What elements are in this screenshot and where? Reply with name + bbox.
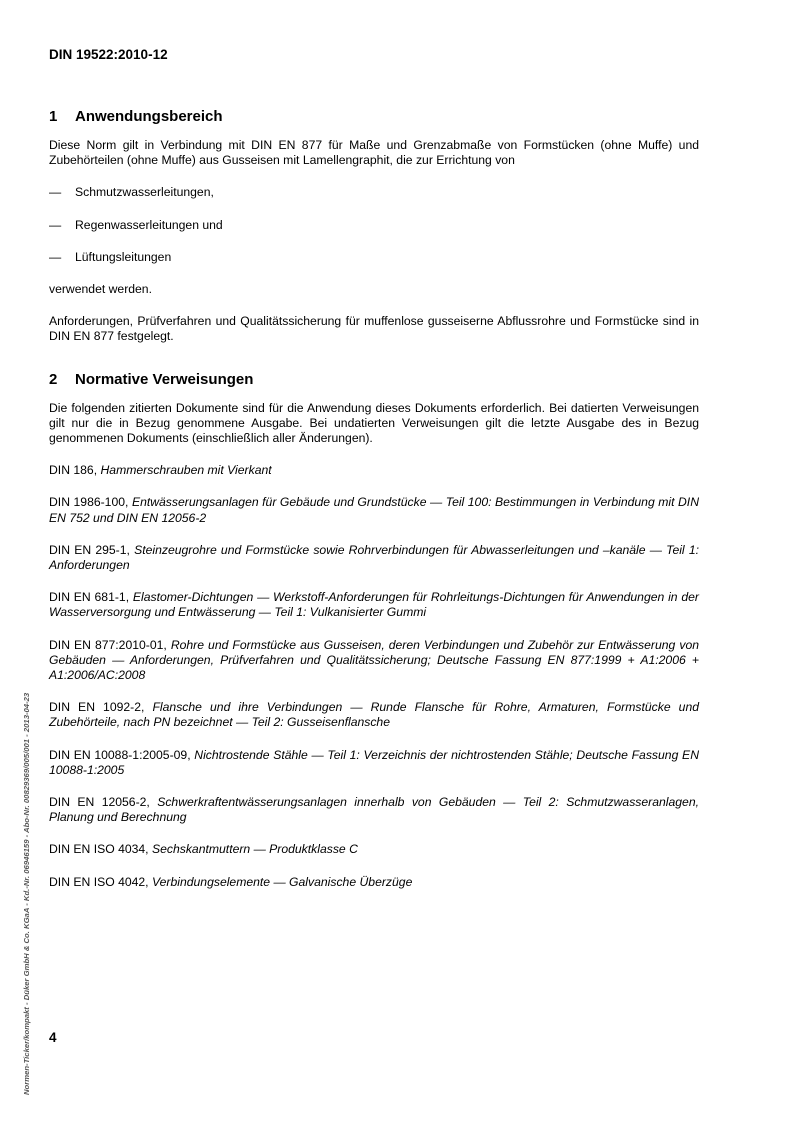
reference-code: DIN EN 1092-2, [49, 700, 145, 715]
reference-code: DIN EN 877:2010-01, [49, 637, 167, 652]
reference-title: Verbindungselemente — Galvanische Überzüge [151, 874, 413, 889]
reference-item [49, 875, 699, 890]
side-license-note: Normen-Ticker/kompakt - Düker GmbH & Co. KGaA - Kd.-Nr. 06946159 - Abo-Nr. 00829369/005/001 - 2013-04-23 [22, 692, 31, 1095]
reference-title: Schwerkraftentwässerungsanlagen innerhalb von Gebäuden — Teil 2: Schmutzwasseranlagen, Planung und Berechnung [49, 795, 699, 825]
reference-title: Sechskantmuttern — Produktklasse C [151, 842, 358, 857]
reference-item [49, 463, 699, 478]
section-2-number: 2 [49, 370, 58, 388]
section-2-intro: Die folgenden zitierten Dokumente sind für die Anwendung dieses Dokuments erforderlich. Bei datierten Verweisungen gilt nur die in Bezug genommene Ausgabe. Bei undatierten Verweisungen gilt die letzte Ausgabe des in Bezug genommenen Dokuments (einschließlich aller Änderungen). [49, 400, 699, 446]
content [49, 108, 699, 890]
reference-code: DIN EN ISO 4042, [49, 874, 149, 889]
section-1-number: 1 [49, 108, 58, 125]
reference-item [49, 590, 699, 620]
reference-code: DIN 1986-100, [49, 495, 129, 510]
reference-item [49, 495, 699, 525]
section-1-intro: Diese Norm gilt in Verbindung mit DIN EN 877 für Maße und Grenzabmaße von Formstücken (ohne Muffe) und Zubehörteilen (ohne Muffe) aus Gusseisen mit Lamellengraphit, die zur Errichtung von [49, 138, 699, 168]
list-item [49, 185, 699, 200]
section-1-title: Anwendungsbereich [75, 108, 223, 125]
reference-item [49, 700, 699, 730]
list-dash: — [49, 217, 62, 232]
reference-code: DIN EN 12056-2, [49, 795, 150, 810]
reference-title: Nichtrostende Stähle — Teil 1: Verzeichnis der nichtrostenden Stähle; Deutsche Fassung EN 10088-1:2005 [49, 747, 699, 777]
list-dash: — [49, 185, 62, 200]
section-1-after-list: verwendet werden. [49, 282, 152, 297]
reference-item [49, 748, 699, 778]
reference-code: DIN EN 681-1, [49, 590, 130, 605]
section-1-heading [49, 108, 699, 125]
list-item-text: Regenwasserleitungen und [75, 217, 223, 232]
list-item-text: Lüftungsleitungen [75, 249, 172, 264]
section-1-para-2: Anforderungen, Prüfverfahren und Qualitätssicherung für muffenlose gusseiserne Abflussrohre und Formstücke sind in DIN EN 877 festgelegt. [49, 314, 699, 344]
list-dash: — [49, 249, 62, 264]
reference-item [49, 638, 699, 684]
list-item [49, 218, 699, 233]
reference-title: Hammerschrauben mit Vierkant [100, 463, 272, 478]
section-2-heading [49, 371, 699, 388]
reference-item [49, 543, 699, 573]
reference-title: Elastomer-Dichtungen — Werkstoff-Anforderungen für Rohrleitungs-Dichtungen für Anwendungen in der Wasserversorgung und Entwässerung — Teil 1: Vulkanisierter Gummi [49, 590, 699, 620]
section-2-title: Normative Verweisungen [75, 370, 254, 388]
reference-code: DIN EN 10088-1:2005-09, [49, 747, 191, 762]
reference-code: DIN EN 295-1, [49, 542, 130, 557]
page-number: 4 [49, 1030, 57, 1045]
list-item-text: Schmutzwasserleitungen, [75, 185, 214, 200]
reference-code: DIN 186, [49, 463, 98, 478]
reference-code: DIN EN ISO 4034, [49, 842, 149, 857]
reference-title: Entwässerungsanlagen für Gebäude und Grundstücke — Teil 100: Bestimmungen in Verbindung mit DIN EN 752 und DIN EN 12056-2 [49, 495, 699, 525]
document-id: DIN 19522:2010-12 [49, 47, 168, 62]
list-item [49, 250, 699, 265]
reference-item [49, 795, 699, 825]
reference-title: Steinzeugrohre und Formstücke sowie Rohrverbindungen für Abwasserleitungen und –kanäle — Teil 1: Anforderungen [49, 542, 699, 573]
reference-title: Rohre und Formstücke aus Gusseisen, deren Verbindungen und Zubehör zur Entwässerung von Gebäuden — Anforderungen, Prüfverfahren und Qualitätssicherung; Deutsche Fassung EN 877:1999 + A1:2006 + A1:2006/AC:2008 [49, 637, 699, 683]
reference-item [49, 842, 699, 857]
reference-title: Flansche und ihre Verbindungen — Runde Flansche für Rohre, Armaturen, Formstücke und Zubehörteile, nach PN bezeichnet — Teil 2: Gusseisenflansche [49, 700, 700, 730]
